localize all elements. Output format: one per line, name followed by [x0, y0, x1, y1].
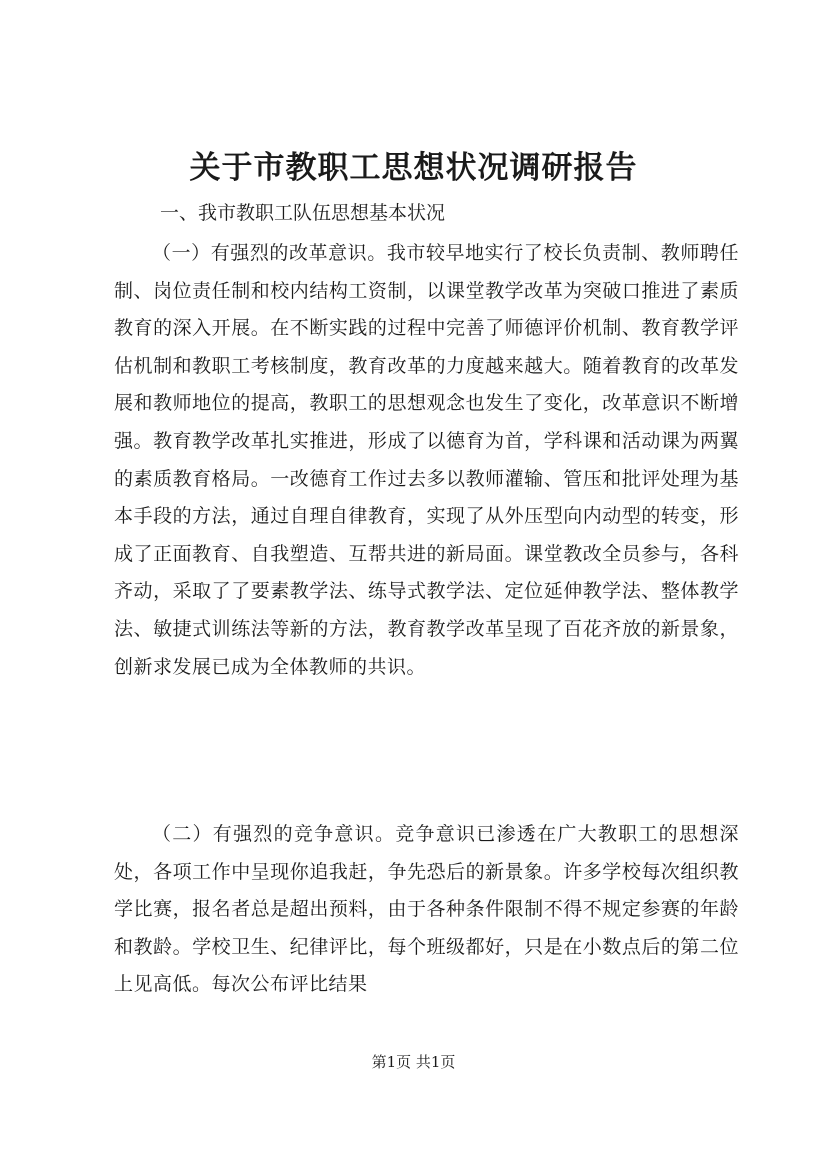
paragraph: （一）有强烈的改革意识。我市较早地实行了校长负责制、教师聘任制、岗位责任制和校内结构工资制，以课堂教学改革为突破口推进了素质教育的深入开展。在不断实践的过程中完善了师德评价机制、教育教学评估机制和教职工考核制度，教育改革的力度越来越大。随着教育的改革发展和教师地位的提高，教职工的思想观念也发生了变化，改革意识不断增强。教育教学改革扎实推进，形成了以德育为首，学科课和活动课为两翼的素质教育格局。一改德育工作过去多以教师灌输、管压和批评处理为基本手段的方法，通过自理自律教育，实现了从外压型向内动型的转变，形成了正面教育、自我塑造、互帮共进的新局面。课堂教改全员参与，各科齐动，采取了了要素教学法、练导式教学法、定位延伸教学法、整体教学法、敏捷式训练法等新的方法，教育教学改革呈现了百花齐放的新景象，创新求发展已成为全体教师的共识。 [114, 242, 739, 678]
document-title: 关于市教职工思想状况调研报告 [189, 150, 638, 186]
paragraph: （二）有强烈的竞争意识。竞争意识已渗透在广大教职工的思想深处，各项工作中呈现你追我赶，争先恐后的新景象。许多学校每次组织教学比赛，报名者总是超出预料，由于各种条件限制不得不规定参赛的年龄和教龄。学校卫生、纪律评比，每个班级都好，只是在小数点后的第二位上见高低。每次公布评比结果 [114, 823, 739, 996]
section-heading: 一、我市教职工队伍思想基本状况 [160, 202, 446, 224]
page-footer: 第1页 共1页 [371, 1053, 456, 1071]
